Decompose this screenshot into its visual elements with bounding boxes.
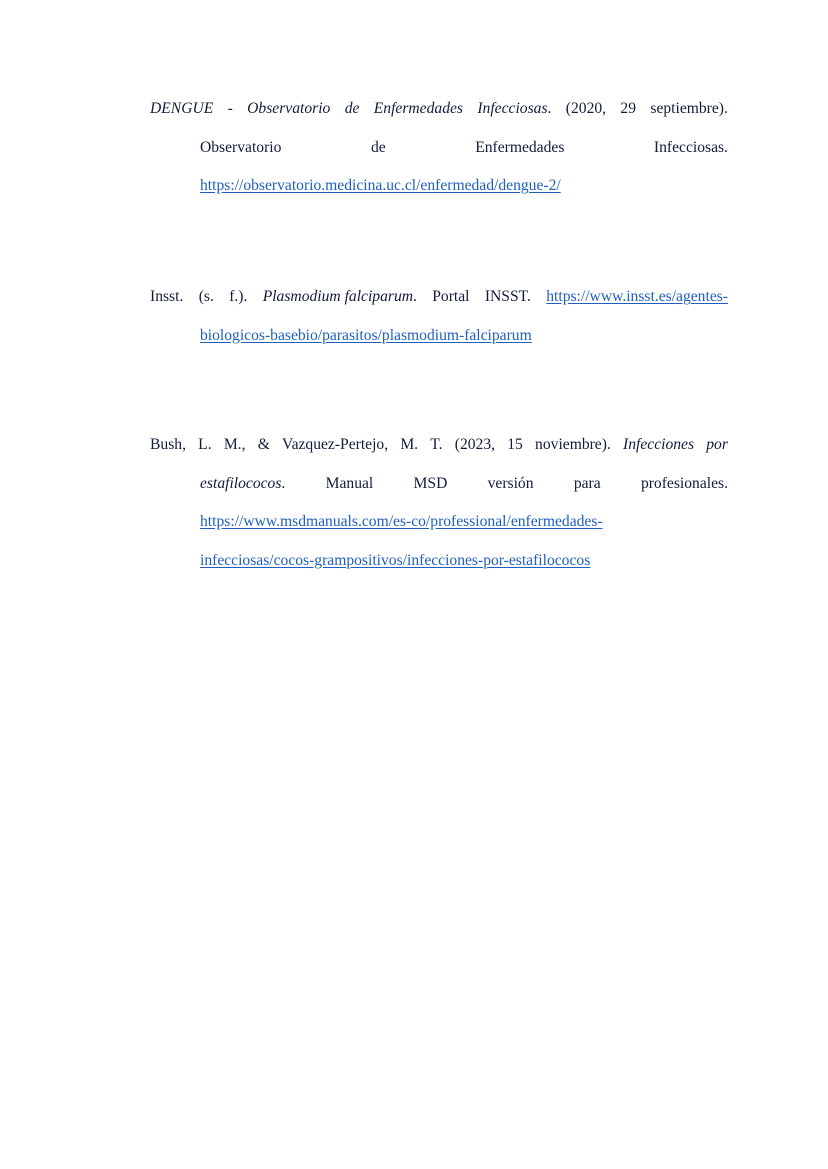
author: M. [400, 436, 419, 453]
msd-url-link-part1[interactable]: https://www.msdmanuals.com/es-co/professional/enfermedades- [200, 513, 603, 530]
reference-line [150, 317, 728, 356]
site-word: Enfermedades [475, 138, 565, 156]
author: L. [198, 436, 212, 453]
title: por [706, 436, 728, 453]
publisher-word: para [573, 474, 601, 492]
date-word: (2020, [565, 100, 607, 117]
dengue-url-link[interactable]: https://observatorio.medicina.uc.cl/enfermedad/dengue-2/ [200, 177, 561, 194]
reference-line [150, 278, 728, 317]
title-word: Enfermedades [373, 100, 463, 117]
reference-line [150, 129, 728, 168]
reference-line [150, 542, 728, 581]
title-word: DENGUE [150, 100, 214, 117]
title-word: - [227, 100, 233, 117]
date: noviembre). [535, 436, 611, 453]
date-word: 29 [620, 100, 637, 117]
date: 15 [507, 436, 523, 453]
publisher-word: profesionales. [640, 474, 728, 492]
msd-url-link-part2[interactable]: infecciosas/cocos-grampositivos/infecciones-por-estafilococos [200, 551, 591, 569]
publisher: INSST. [484, 288, 531, 305]
title-word: de [344, 100, 360, 117]
title: Infecciones [623, 436, 695, 453]
author: M., [223, 436, 246, 453]
reference-bush [150, 426, 728, 580]
reference-line [150, 503, 728, 542]
author: Vazquez-Pertejo, [282, 436, 389, 453]
title-word: Observatorio [247, 100, 331, 117]
insst-url-link-part2[interactable]: biologicos-basebio/parasitos/plasmodium-falciparum [200, 326, 532, 344]
insst-url-link-part1[interactable]: https://www.insst.es/agentes- [546, 288, 728, 305]
author: (s. [198, 288, 214, 305]
author: & [257, 436, 270, 453]
publisher-word: Manual [325, 474, 374, 492]
publisher-word: MSD [413, 474, 448, 492]
reference-dengue [150, 90, 728, 206]
reference-line [150, 465, 728, 504]
reference-insst [150, 278, 728, 355]
publisher: Portal [432, 288, 470, 305]
date-word: septiembre). [650, 100, 728, 117]
site-word: de [370, 138, 386, 156]
publisher-word: versión [487, 474, 534, 492]
author: T. [430, 436, 443, 453]
author: Bush, [150, 436, 186, 453]
reference-line [150, 90, 728, 129]
author: f.). [229, 288, 248, 305]
site-word: Observatorio [200, 138, 282, 156]
title: estafilococos. [200, 474, 286, 492]
author: Insst. [150, 288, 184, 305]
site-word: Infecciosas. [653, 138, 728, 156]
title: Plasmodium falciparum. [262, 288, 417, 305]
date: (2023, [454, 436, 496, 453]
title-word: Infecciosas. [477, 100, 552, 117]
reference-line [150, 426, 728, 465]
reference-line [150, 167, 728, 206]
